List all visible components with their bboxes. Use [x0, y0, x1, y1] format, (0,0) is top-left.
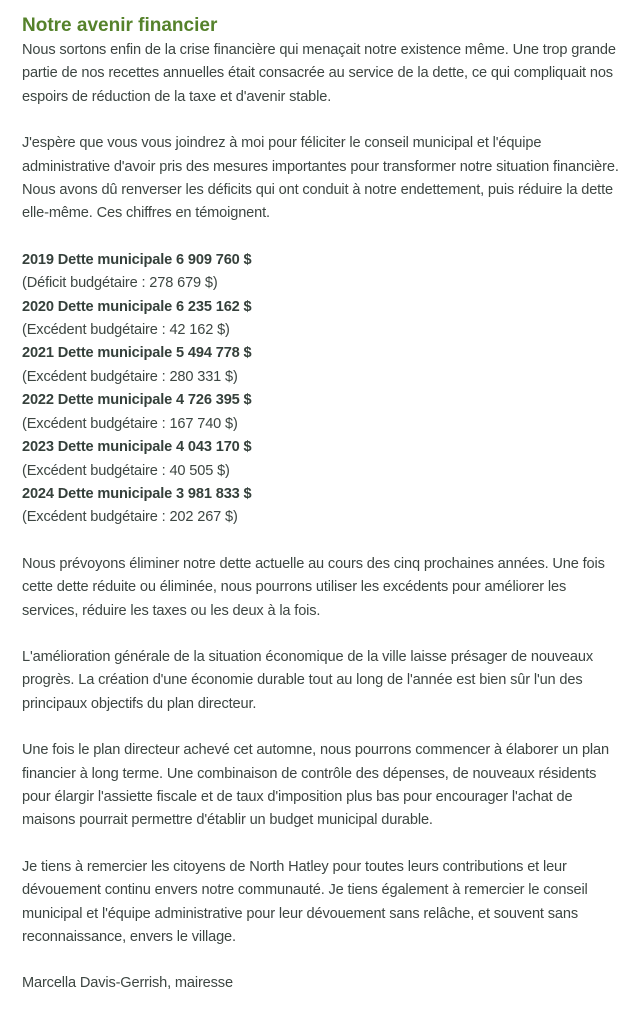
debt-record-2022 — [22, 389, 622, 436]
debt-record-2023 — [22, 436, 622, 483]
debt-record-balance: (Excédent budgétaire : 167 740 $) — [22, 415, 238, 432]
debt-record-2024 — [22, 483, 622, 530]
paragraph-thanks: Je tiens à remercier les citoyens de North Hatley pour toutes leurs contributions et leur dévouement continu envers notre communauté. Je tiens également à remercier le conseil municipal et l'équipe administrative pour leur dévouement sans relâche, et souvent sans reconnaissance, envers le village. — [22, 858, 588, 945]
paragraph-economic-outlook: L'amélioration générale de la situation économique de la ville laisse présager de nouveaux progrès. La création d'une économie durable tout au long de l'année est bien sûr l'un des principaux objectifs du plan directeur. — [22, 648, 593, 712]
debt-record-balance: (Excédent budgétaire : 280 331 $) — [22, 368, 238, 385]
intro-paragraph: Nous sortons enfin de la crise financière qui menaçait notre existence même. Une trop grande partie de nos recettes annuelles était consacrée au service de la dette, ce qui compliquait nos espoirs de réduction de la taxe et d'avenir stable. — [22, 42, 616, 105]
debt-record-heading: 2019 Dette municipale 6 909 760 $ — [22, 251, 252, 268]
debt-record-2019 — [22, 249, 622, 296]
signature: Marcella Davis-Gerrish, mairesse — [22, 975, 233, 992]
debt-record-2020 — [22, 296, 622, 343]
paragraph-congratulations: J'espère que vous vous joindrez à moi pour féliciter le conseil municipal et l'équipe administrative d'avoir pris des mesures importantes pour transformer notre situation financière. Nous avons dû renverser les déficits qui ont conduit à notre endettement, puis réduire la dette elle-même. Ces chiffres en témoignent. — [22, 135, 619, 222]
debt-record-heading: 2022 Dette municipale 4 726 395 $ — [22, 392, 252, 409]
article — [22, 14, 622, 996]
debt-record-balance: (Déficit budgétaire : 278 679 $) — [22, 275, 218, 292]
debt-record-heading: 2024 Dette municipale 3 981 833 $ — [22, 485, 252, 502]
debt-record-heading: 2020 Dette municipale 6 235 162 $ — [22, 298, 252, 315]
debt-record-2021 — [22, 342, 622, 389]
debt-record-heading: 2023 Dette municipale 4 043 170 $ — [22, 439, 252, 456]
article-title: Notre avenir financier — [22, 15, 218, 36]
debt-record-balance: (Excédent budgétaire : 202 267 $) — [22, 509, 238, 526]
paragraph-debt-elimination: Nous prévoyons éliminer notre dette actuelle au cours des cinq prochaines années. Une fois cette dette réduite ou éliminée, nous pourrons utiliser les excédents pour améliorer les services, réduire les taxes ou les deux à la fois. — [22, 555, 605, 619]
paragraph-financial-plan: Une fois le plan directeur achevé cet automne, nous pourrons commencer à élaborer un plan financier à long terme. Une combinaison de contrôle des dépenses, de nouveaux résidents pour élargir l'assiette fiscale et de taux d'imposition plus bas pour encourager l'achat de maisons pourrait permettre d'établir un budget municipal durable. — [22, 742, 609, 829]
debt-record-balance: (Excédent budgétaire : 40 505 $) — [22, 462, 230, 479]
debt-record-balance: (Excédent budgétaire : 42 162 $) — [22, 322, 230, 339]
debt-record-heading: 2021 Dette municipale 5 494 778 $ — [22, 345, 252, 362]
debt-history-list — [22, 249, 622, 530]
